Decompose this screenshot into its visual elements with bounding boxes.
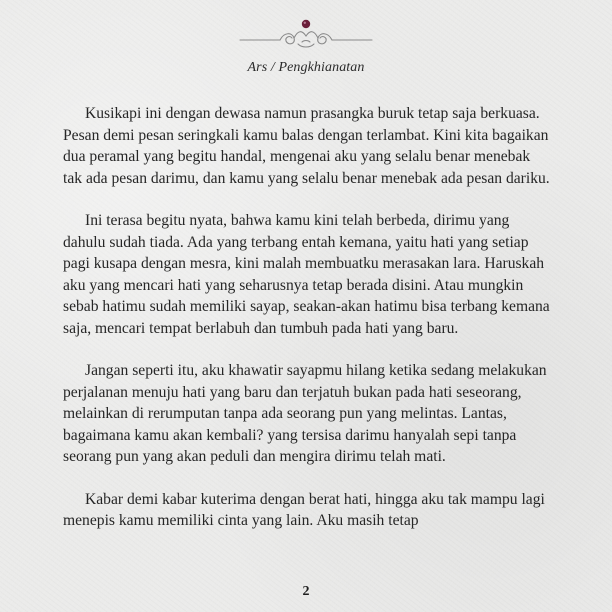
paragraph-1: Kusikapi ini dengan dewasa namun prasangka buruk tetap saja berkuasa. Pesan demi pesan seringkali kamu balas dengan terlambat. Kini kita bagaikan dua peramal yang begitu handal, mengenai aku yang selalu benar menebak tak ada pesan darimu, dan kamu yang selalu benar menebak ada pesan dariku.	[63, 105, 550, 187]
paragraph-2: Ini terasa begitu nyata, bahwa kamu kini telah berbeda, dirimu yang dahulu sudah tiada. Ada yang terbang entah kemana, yaitu hati yang setiap pagi kusapa dengan mesra, kini malah membuatku merasakan lara. Haruskah aku yang mencari hati yang seharusnya tetap berada disini. Atau mungkin sebab hatimu sudah memiliki sayap, seakan-akan hatimu bisa terbang kemana saja, mencari tempat berlabuh dan tumbuh pada hati yang baru.	[63, 212, 550, 337]
ornament-gem	[302, 20, 310, 28]
page-number: 2	[302, 584, 310, 599]
body-text	[63, 103, 553, 553]
paragraph-4: Kabar demi kabar kuterima dengan berat hati, hingga aku tak mampu lagi menepis kamu memiliki cinta yang lain. Aku masih tetap	[63, 490, 545, 529]
page-header-title: Ars / Pengkhianatan	[247, 60, 365, 75]
scroll-flourish-icon	[236, 16, 376, 52]
paragraph-3: Jangan seperti itu, aku khawatir sayapmu hilang ketika sedang melakukan perjalanan menuju hati yang baru dan terjatuh bukan pada hati seseorang, melainkan di rerumputan tanpa ada seorang pun yang melintas. Lantas, bagaimana kamu akan kembali? yang tersisa darimu hanyalah sepi tanpa seorang pun yang akan peduli dan mengira dirimu telah mati.	[63, 362, 547, 465]
